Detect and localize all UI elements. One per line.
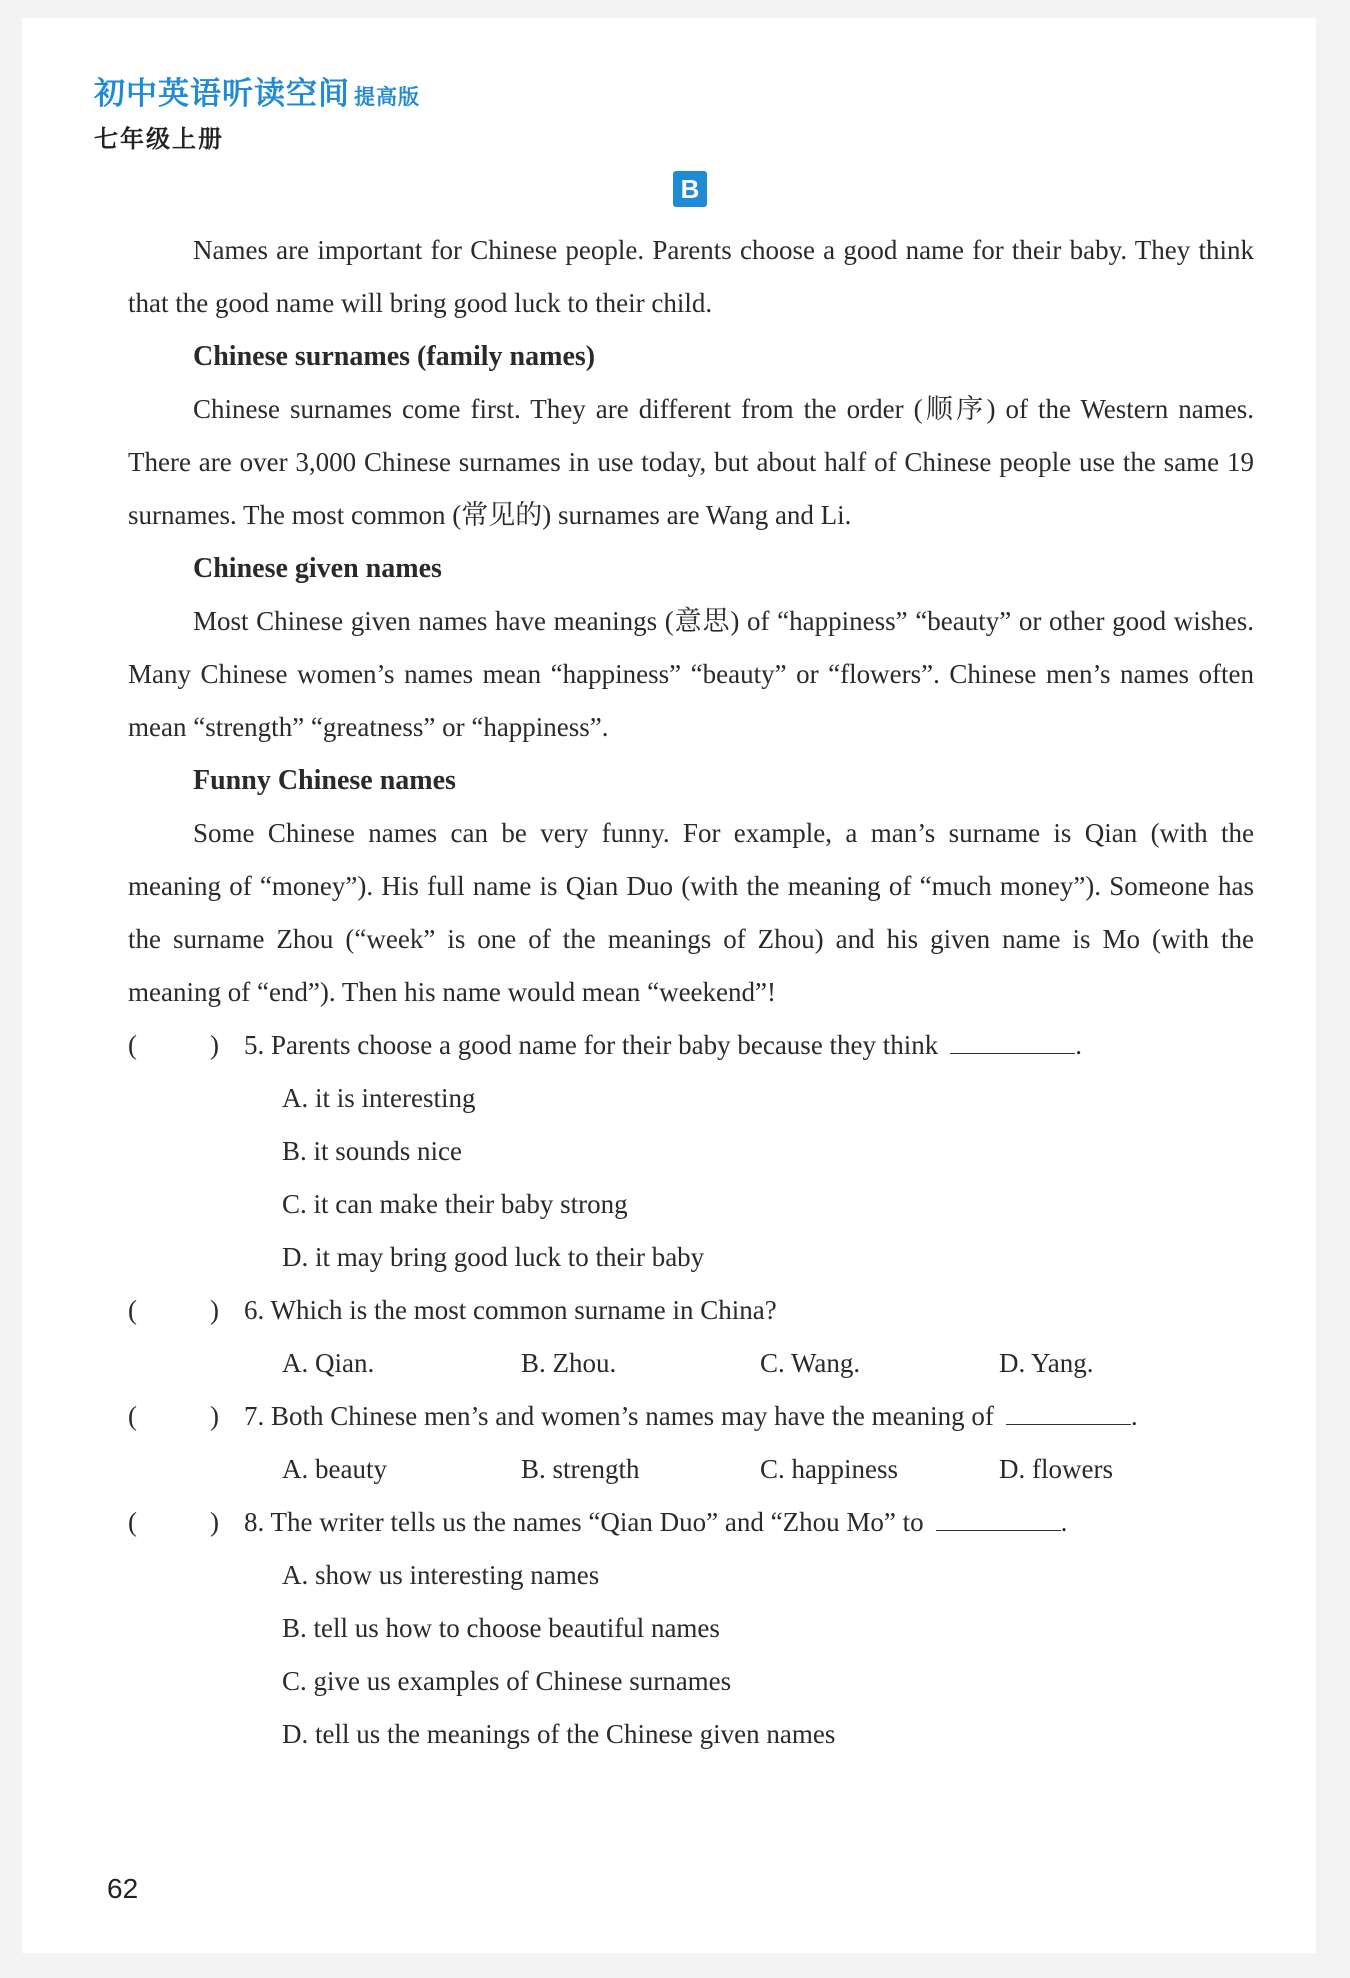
series-edition: 提高版	[354, 86, 420, 109]
question-number: 6.	[244, 1295, 265, 1325]
option: B. tell us how to choose beautiful names	[282, 1613, 720, 1643]
series-title-main: 初中英语听读空间	[94, 76, 350, 111]
passage-para-funny-names: Some Chinese names can be very funny. For example, a man’s surname is Qian (with the meaning of “money”). His full name is Qian Duo (with the meaning of “much money”). Someone has the surname Zhou (“week” is one of the meanings of Zhou) and his given name is Mo (with the meaning of “end”). Then his name would mean “weekend”!	[128, 818, 1254, 1007]
option: B. strength	[521, 1454, 640, 1484]
option: C. happiness	[760, 1454, 898, 1484]
series-title	[94, 68, 420, 113]
passage-para-surnames: Chinese surnames come first. They are different from the order (顺序) of the Western names. There are over 3,000 Chinese surnames in use today, but about half of Chinese people use the same 19 surnames. The most common (常见的) surnames are Wang and Li.	[128, 394, 1254, 530]
answer-blank	[950, 1023, 1075, 1054]
answer-paren-close: )	[210, 1295, 219, 1325]
option-row	[128, 1443, 1254, 1496]
question-stem: Both Chinese men’s and women’s names may have the meaning of	[271, 1401, 994, 1431]
answer-paren-close: )	[210, 1507, 219, 1537]
option: D. flowers	[999, 1454, 1113, 1484]
answer-paren-open: (	[128, 1401, 137, 1431]
option: C. give us examples of Chinese surnames	[282, 1666, 732, 1696]
answer-paren-close: )	[210, 1030, 219, 1060]
answer-blank	[1006, 1394, 1131, 1425]
answer-paren-open: (	[128, 1030, 137, 1060]
page-header	[94, 68, 420, 154]
question-stem: Parents choose a good name for their baby because they think	[271, 1030, 939, 1060]
question-end: .	[1060, 1507, 1068, 1537]
option: B. Zhou.	[521, 1348, 617, 1378]
book-page	[22, 18, 1316, 1953]
option: A. it is interesting	[282, 1083, 476, 1113]
question-7	[128, 1390, 1254, 1443]
heading-given-names: Chinese given names	[193, 553, 442, 584]
question-5	[128, 1019, 1254, 1072]
grade-label: 七年级上册	[94, 127, 224, 153]
question-6	[128, 1284, 1254, 1337]
option: D. Yang.	[999, 1348, 1094, 1378]
answer-blank	[936, 1500, 1061, 1531]
question-8	[128, 1496, 1254, 1549]
option: D. it may bring good luck to their baby	[282, 1242, 705, 1272]
option: C. Wang.	[760, 1348, 861, 1378]
option: B. it sounds nice	[282, 1136, 462, 1166]
question-stem: The writer tells us the names “Qian Duo” and “Zhou Mo” to	[270, 1507, 924, 1537]
question-stem: Which is the most common surname in China?	[270, 1295, 777, 1325]
question-number: 5.	[244, 1030, 265, 1060]
option-row	[128, 1337, 1254, 1390]
question-number: 8.	[244, 1507, 265, 1537]
answer-paren-open: (	[128, 1507, 137, 1537]
answer-paren-open: (	[128, 1295, 137, 1325]
option: A. beauty	[282, 1454, 387, 1484]
passage-intro: Names are important for Chinese people. Parents choose a good name for their baby. They think that the good name will bring good luck to their child.	[128, 235, 1254, 318]
reading-section	[128, 224, 1254, 1761]
question-number: 7.	[244, 1401, 265, 1431]
answer-paren-close: )	[210, 1401, 219, 1431]
heading-surnames: Chinese surnames (family names)	[193, 341, 596, 372]
passage-para-given-names: Most Chinese given names have meanings (意思) of “happiness” “beauty” or other good wishes. Many Chinese women’s names mean “happiness” “beauty” or “flowers”. Chinese men’s names often mean “strength” “greatness” or “happiness”.	[128, 606, 1254, 742]
heading-funny-names: Funny Chinese names	[193, 765, 456, 796]
question-end: .	[1130, 1401, 1138, 1431]
option: D. tell us the meanings of the Chinese given names	[282, 1719, 836, 1749]
option: A. show us interesting names	[282, 1560, 600, 1590]
option: C. it can make their baby strong	[282, 1189, 628, 1219]
question-end: .	[1075, 1030, 1083, 1060]
page-number: 62	[107, 1873, 139, 1904]
option: A. Qian.	[282, 1348, 375, 1378]
section-badge: B	[673, 171, 707, 207]
